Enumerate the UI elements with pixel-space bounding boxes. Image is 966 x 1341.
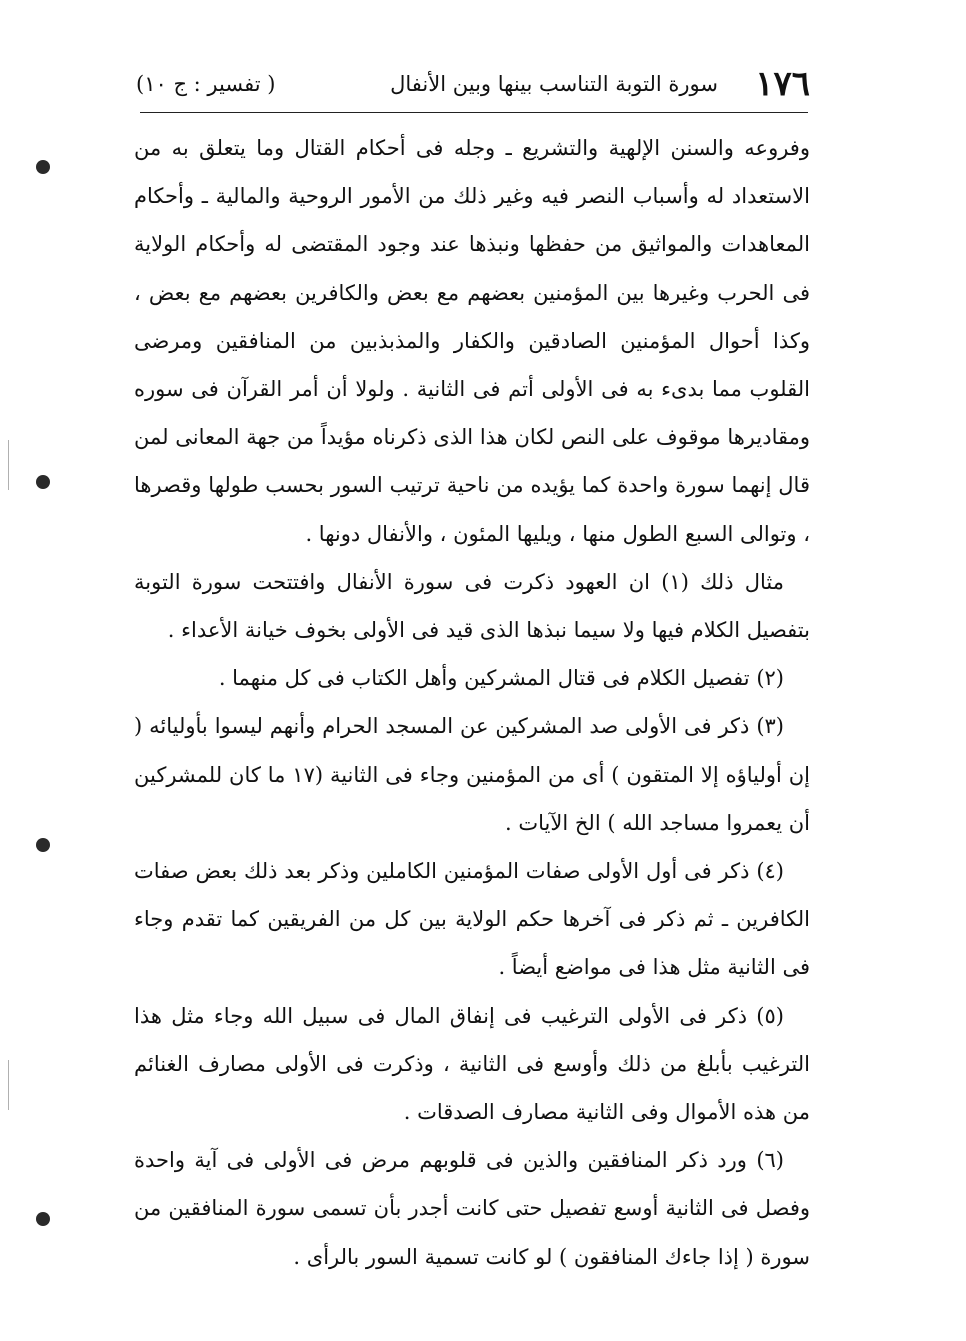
paragraph-example-6: (٦) ورد ذكر المنافقين والذين فى قلوبهم مرض فى الأولى فى آية واحدة وفصل فى الثانية أوسع تفصيل حتى كانت أجدر بأن تسمى سورة المنافقين من سورة ( إذا جاءك المنافقون ) لو كانت تسمية السور بالرأى . — [134, 1148, 810, 1269]
paragraph-example-1: مثال ذلك (١) ان العهود ذكرت فى سورة الأنفال وافتتحت سورة التوبة بتفصيل الكلام فيها ولا سيما نبذها الذى قيد فى الأولى بخوف خيانة الأعداء . — [134, 569, 810, 643]
paragraph-example-4: (٤) ذكر فى أول الأولى صفات المؤمنين الكاملين وذكر بعد ذلك بعض صفات الكافرين ـ ثم ذكر فى آخرها حكم الولاية بين كل من الفريقين كما تقدم وجاء فى الثانية مثل هذا فى مواضع أيضاً . — [134, 859, 810, 980]
scan-edge-mark — [8, 440, 9, 490]
page-number: ١٧٦ — [755, 64, 810, 104]
scan-edge-mark — [8, 1060, 9, 1110]
binding-hole-mark — [36, 475, 50, 489]
header-divider — [140, 112, 808, 113]
page-header — [130, 62, 810, 106]
body-text — [134, 124, 810, 1281]
paragraph-intro: وفروعه والسنن الإلهية والتشريع ـ وجله فى أحكام القتال وما يتعلق به من الاستعداد له وأسباب النصر فيه وغير ذلك من الأمور الروحية والمالية ـ وأحكام المعاهدات والمواثيق من حفظها ونبذها عند وجود المقتضى له وأحكام الولاية فى الحرب وغيرها بين المؤمنين بعضهم مع بعض والكافرين بعضهم مع بعض ، وكذا أحوال المؤمنين الصادقين والكفار والمذبذبين من المنافقين ومرضى القلوب مما بدىء به فى الأولى أتم فى الثانية . ولولا أن أمر القرآن فى سوره ومقاديرها موقوف على النص لكان هذا الذى ذكرناه مؤيداً من جهة المعانى لمن قال إنهما سورة واحدة كما يؤيده من ناحية ترتيب السور بحسب طولها وقصرها ، وتوالى السبع الطول منها ، ويليها المئون ، والأنفال دونها . — [134, 136, 810, 546]
running-title: سورة التوبة التناسب بينها وبين الأنفال — [390, 72, 718, 96]
paragraph-example-2: (٢) تفصيل الكلام فى قتال المشركين وأهل الكتاب فى كل منهما . — [218, 666, 784, 691]
binding-hole-mark — [36, 838, 50, 852]
volume-reference: ( تفسير : ج ١٠) — [136, 72, 276, 96]
paragraph-example-3: (٣) ذكر فى الأولى صد المشركين عن المسجد الحرام وأنهم ليسوا بأوليائه ( إن أولياؤه إلا المتقون ) أى من المؤمنين وجاء فى الثانية (١٧ ما كان للمشركين أن يعمروا مساجد الله ) الخ الآيات . — [134, 714, 810, 835]
binding-hole-mark — [36, 160, 50, 174]
paragraph-example-5: (٥) ذكر فى الأولى الترغيب فى إنفاق المال فى سبيل الله وجاء مثل هذا الترغيب بأبلغ من ذلك وأوسع فى الثانية ، وذكرت فى الأولى مصارف الغنائم من هذه الأموال وفى الثانية مصارف الصدقات . — [134, 1003, 810, 1125]
binding-hole-mark — [36, 1212, 50, 1226]
